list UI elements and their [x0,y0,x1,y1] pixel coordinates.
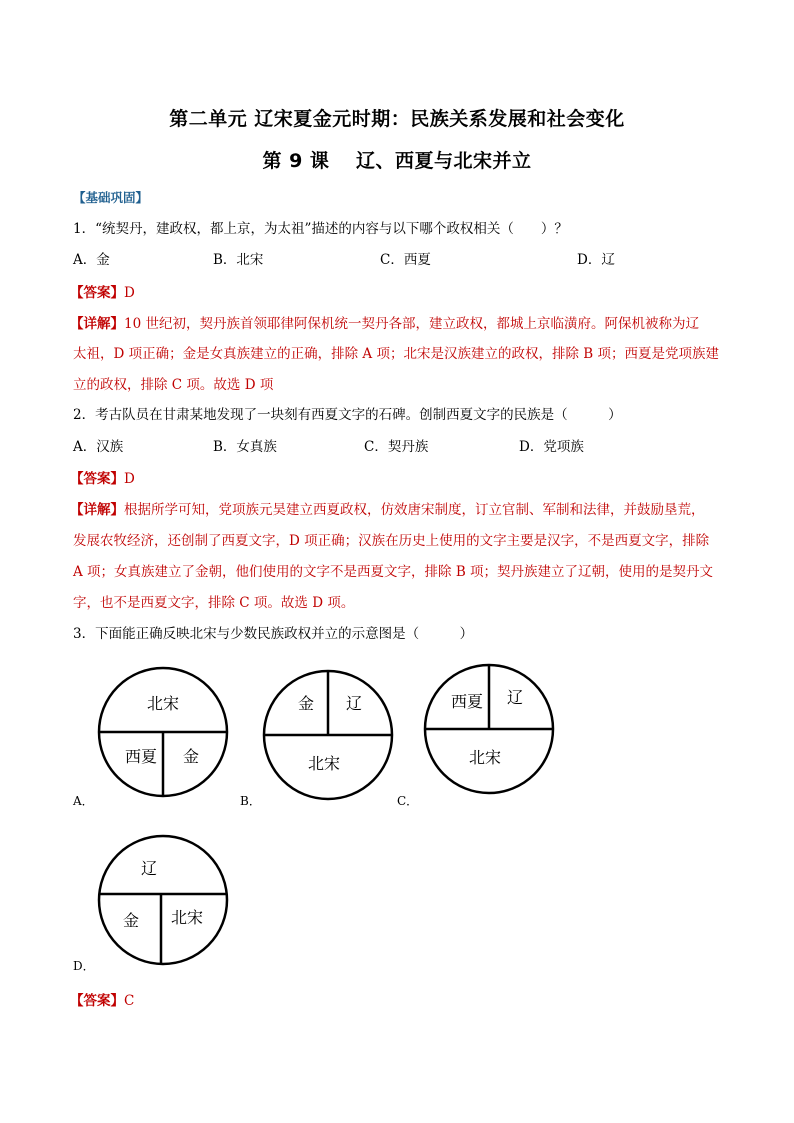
section-label: 【基础巩固】 [73,190,149,205]
diagram-d [97,834,231,968]
answer-tag: 【答案】 [70,993,124,1009]
q2-answer-line [70,467,135,487]
lesson-title: 第 9 课 辽、西夏与北宋并立 [262,150,532,172]
q1-stem: 1．“统契丹，建政权，都上京，为太祖”描述的内容与以下哪个政权相关（ ）？ [73,221,568,237]
answer-tag: 【答案】 [70,471,124,487]
answer-tag: 【答案】 [70,285,124,301]
q1-detail-line-1 [70,312,699,332]
q2-option-b: B．女真族 [213,439,277,455]
diagram-a-right: 金 [182,747,200,766]
q1-answer-line [70,281,135,301]
q2-answer: D [124,471,135,487]
diagram-c-right: 辽 [506,688,524,707]
q2-detail-line-4: 字，也不是西夏文字，排除 C 项。故选 D 项。 [73,595,355,611]
q2-option-c: C．契丹族 [364,439,429,455]
q2-stem: 2．考古队员在甘肃某地发现了一块刻有西夏文字的石碑。创制西夏文字的民族是（ ） [73,407,622,423]
q1-detail-line-2: 太祖，D 项正确；金是女真族建立的正确，排除 A 项；北宋是汉族建立的政权，排除 B 项；西夏是党项族建 [73,346,719,362]
q1-answer: D [124,285,135,301]
q1-detail-text: 10 世纪初，契丹族首领耶律阿保机统一契丹各部，建立政权，都城上京临潢府。阿保机被称为辽 [124,316,699,332]
q2-detail-line-1 [70,498,705,518]
diagram-b-left: 金 [297,694,315,713]
q3-answer: C [124,993,135,1009]
diagram-a [97,666,231,800]
diagram-c-label: C． [397,794,419,808]
diagram-b-bottom: 北宋 [307,754,341,773]
diagram-c [423,663,557,797]
diagram-b [262,669,396,803]
detail-tag: 【详解】 [70,502,124,518]
q3-answer-line [70,989,134,1009]
diagram-d-label: D． [73,959,95,973]
unit-title: 第二单元 辽宋夏金元时期：民族关系发展和社会变化 [169,108,625,130]
diagram-b-right: 辽 [345,694,363,713]
q1-option-c: C．西夏 [380,252,431,268]
q1-option-a: A．金 [73,252,110,268]
diagram-d-right: 北宋 [170,908,204,927]
q1-option-b: B．北宋 [213,252,264,268]
diagram-d-top: 辽 [140,859,158,878]
q2-option-a: A．汉族 [73,439,124,455]
diagram-c-bottom: 北宋 [468,748,502,767]
q2-detail-line-2: 发展农牧经济，还创制了西夏文字，D 项正确；汉族在历史上使用的文字主要是汉字，不是西夏文字，排除 [73,533,710,549]
q2-detail-line-3: A 项；女真族建立了金朝，他们使用的文字不是西夏文字，排除 B 项；契丹族建立了辽朝，使用的是契丹文 [73,564,714,580]
q2-option-d: D．党项族 [519,439,584,455]
q3-stem: 3．下面能正确反映北宋与少数民族政权并立的示意图是（ ） [73,626,474,642]
diagram-d-left: 金 [122,911,140,930]
q1-option-d: D．辽 [577,252,615,268]
diagram-c-left: 西夏 [450,692,484,711]
q1-detail-line-3: 立的政权，排除 C 项。故选 D 项 [73,377,274,393]
diagram-a-left: 西夏 [124,747,158,766]
diagram-a-label: A． [73,794,94,808]
diagram-a-top: 北宋 [146,694,180,713]
detail-tag: 【详解】 [70,316,124,332]
q2-detail-text: 根据所学可知，党项族元昊建立西夏政权，仿效唐宋制度，订立官制、军制和法律，并鼓励垦荒， [124,502,705,518]
diagram-b-label: B． [240,794,261,808]
